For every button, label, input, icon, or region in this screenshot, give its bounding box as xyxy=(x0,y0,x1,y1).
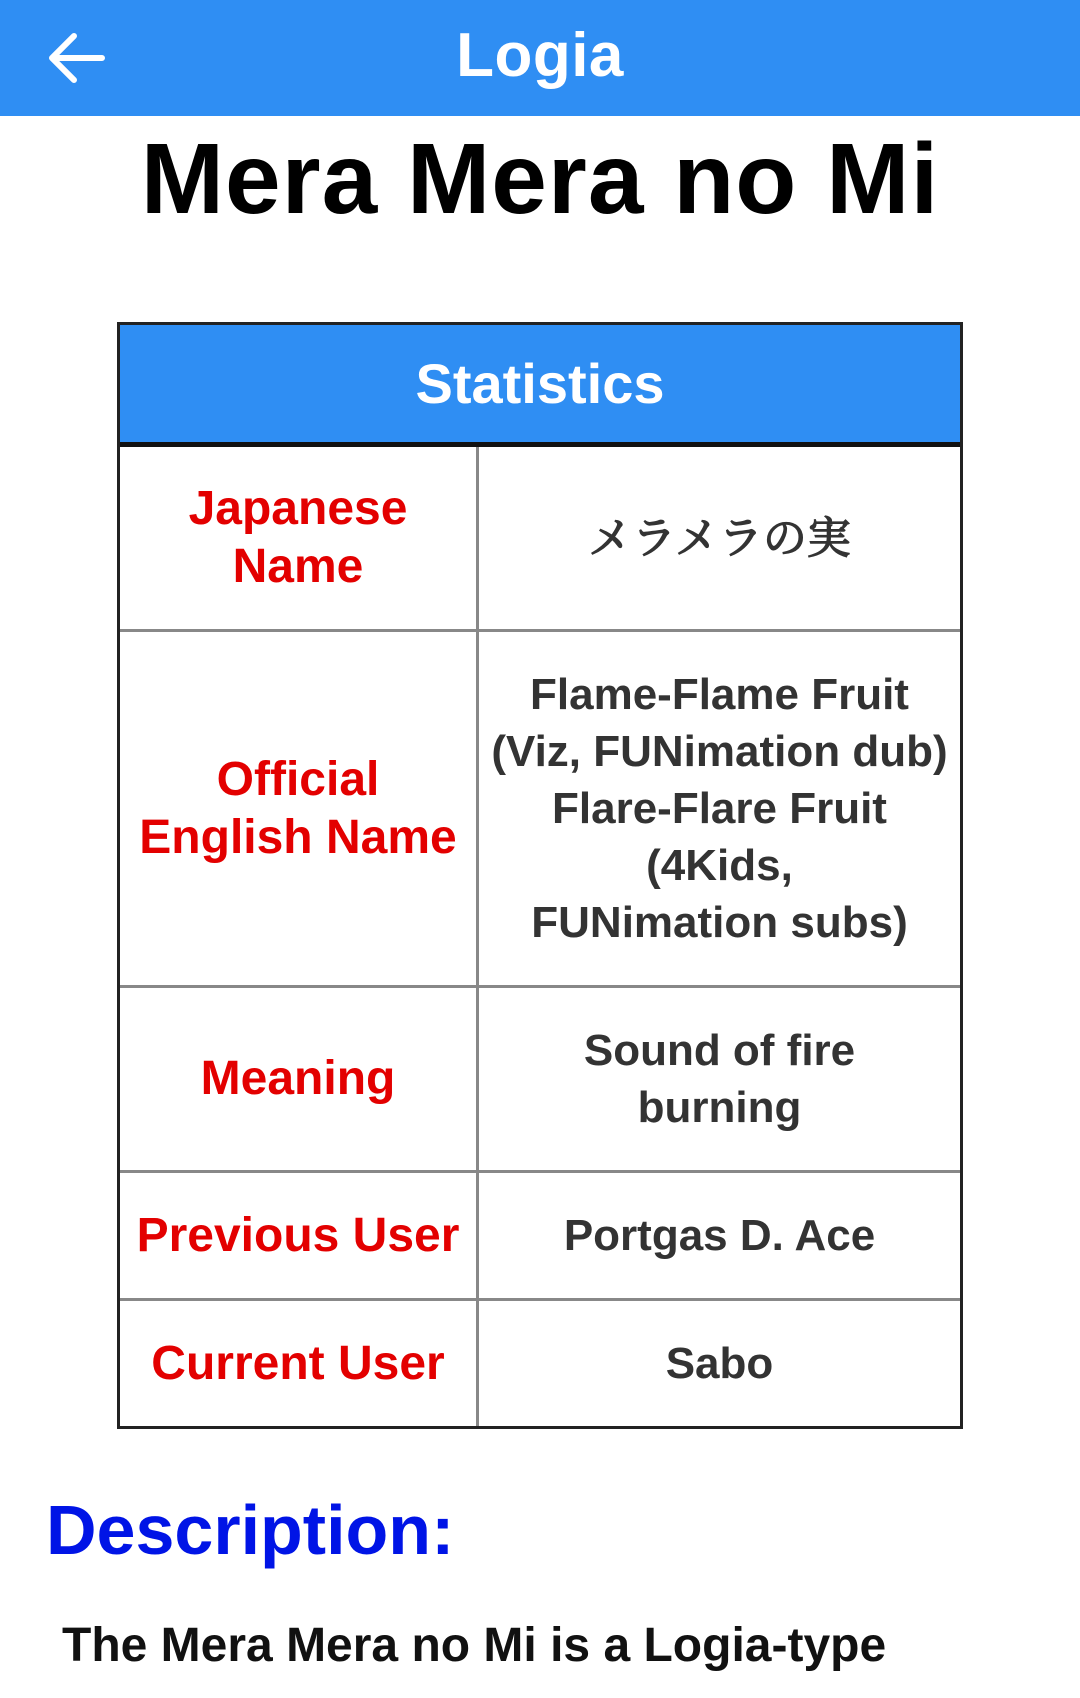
value-line: メラメラの実 xyxy=(588,513,851,563)
value-line: (Viz, FUNimation dub) xyxy=(491,727,948,776)
row-label xyxy=(120,988,479,1170)
label-line: Previous User xyxy=(136,1208,460,1262)
statistics-table xyxy=(117,322,963,1429)
value-line: Flame-Flame Fruit xyxy=(530,670,909,719)
row-label xyxy=(120,447,479,629)
statistics-header: Statistics xyxy=(120,325,960,447)
label-line: Current User xyxy=(151,1336,445,1390)
row-value xyxy=(479,988,960,1170)
label-line: Name xyxy=(232,540,364,593)
description-text: The Mera Mera no Mi is a Logia-type xyxy=(62,1619,887,1672)
label-line: Official xyxy=(216,752,380,806)
table-row xyxy=(120,985,960,1170)
description-heading: Description: xyxy=(46,1491,455,1569)
label-line: Meaning xyxy=(200,1052,396,1105)
page-title: Mera Mera no Mi xyxy=(140,123,940,235)
table-row xyxy=(120,1170,960,1298)
row-value xyxy=(479,1301,960,1426)
row-value xyxy=(479,1173,960,1298)
app-bar-title: Logia xyxy=(456,21,624,90)
row-value xyxy=(479,632,960,985)
value-line: (4Kids, xyxy=(646,841,793,890)
value-line: burning xyxy=(637,1083,802,1132)
row-label xyxy=(120,1301,479,1426)
value-line: Flare-Flare Fruit xyxy=(552,784,887,833)
app-bar xyxy=(0,0,1080,116)
label-line: English Name xyxy=(139,810,457,864)
row-value xyxy=(479,447,960,629)
value-line: Sound of fire xyxy=(583,1026,856,1075)
value-line: FUNimation subs) xyxy=(531,898,908,947)
row-label xyxy=(120,632,479,985)
label-line: Japanese xyxy=(188,482,408,535)
value-line: Sabo xyxy=(665,1339,774,1388)
table-row xyxy=(120,1298,960,1426)
table-row xyxy=(120,629,960,985)
row-label xyxy=(120,1173,479,1298)
value-line: Portgas D. Ace xyxy=(563,1211,876,1260)
table-row xyxy=(120,447,960,629)
